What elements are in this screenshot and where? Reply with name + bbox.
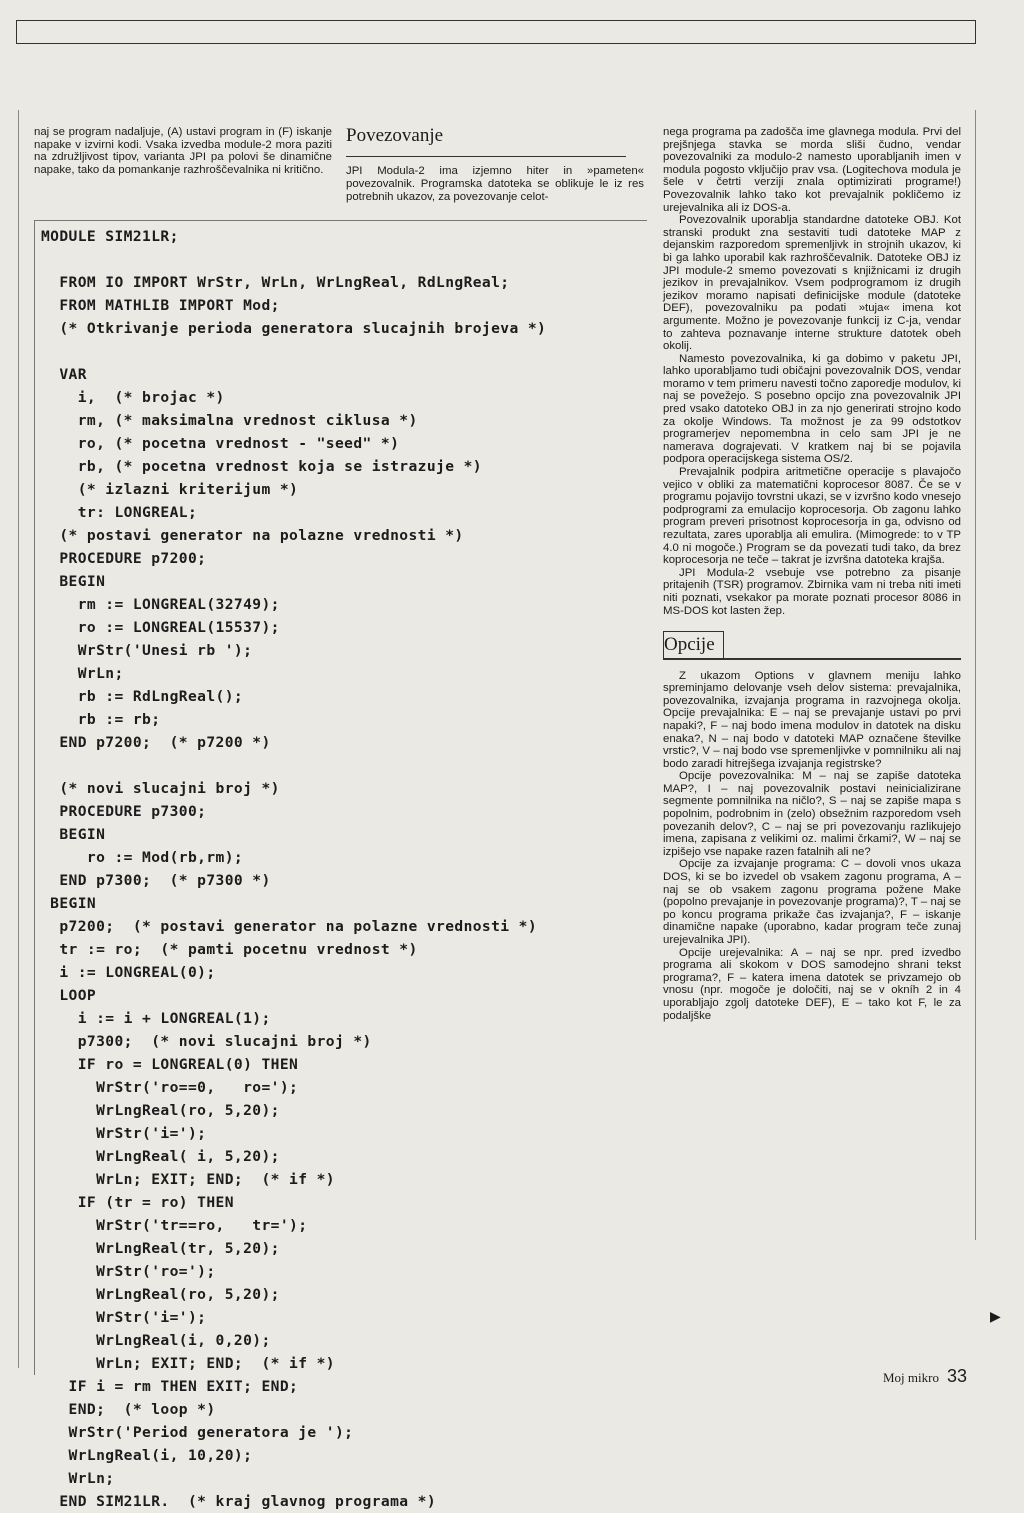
- header-frame: [16, 20, 976, 44]
- code-line: WrStr('i=');: [41, 1309, 207, 1326]
- code-line: WrStr('tr==ro, tr=');: [41, 1217, 308, 1234]
- code-line: END SIM21LR. (* kraj glavnog programa *): [41, 1493, 437, 1510]
- code-line: WrLn; EXIT; END; (* if *): [41, 1171, 335, 1188]
- code-line: WrStr('ro==0, ro=');: [41, 1079, 299, 1096]
- code-line: WrLn; EXIT; END; (* if *): [41, 1355, 335, 1372]
- left-frame-rule: [18, 110, 19, 1368]
- code-line: WrStr('i=');: [41, 1125, 207, 1142]
- code-line: WrLngReal(ro, 5,20);: [41, 1102, 280, 1119]
- code-line: BEGIN: [41, 826, 106, 843]
- code-line: [41, 754, 647, 777]
- code-line: WrLngReal(i, 10,20);: [41, 1447, 253, 1464]
- intro-column: [34, 126, 332, 176]
- code-line: p7300; (* novi slucajni broj *): [41, 1033, 372, 1050]
- code-line: (* novi slucajni broj *): [41, 780, 280, 797]
- code-line: WrStr('ro=');: [41, 1263, 216, 1280]
- code-line: WrLngReal(i, 0,20);: [41, 1332, 271, 1349]
- opcije-paragraph: Opcije povezovalnika: M – naj se zapiše datoteka MAP?, I – naj povezovalnik postavi neinicializirane segmente pomnilnika na ničlo?, S – naj se zapiše mapa s popolnim, podrobnim in (zelo) obsežnim razporedom vseh povezanih delov?, C – naj se pri povezovanju razlikujejo imena, zapisana z velikimi oz. malimi črkami?, W – naj se izpišejo vse napake razen fatalnih ali ne?: [663, 770, 961, 858]
- code-line: rb, (* pocetna vrednost koja se istrazuje *): [41, 458, 482, 475]
- right-paragraph: JPI Modula-2 vsebuje vse potrebno za pisanje pritajenih (TSR) programov. Zbirnika vam ni treba niti imeti niti poznati, vsekakor pa morate poznati procesor 8086 in MS-DOS kot lasten žep.: [663, 566, 961, 617]
- right-paragraph: Namesto povezovalnika, ki ga dobimo v paketu JPI, lahko uporabljamo tudi običajni povezovalnik DOS, vendar moramo v tem primeru navesti točno zaporedje modulov, ki naj se povežejo. S posebno opcijo zna povezovalnik JPI pred vsako datoteko OBJ in za njo generirati strojno kodo za okolje Windows. Ta možnost je za 99 odstotkov programerjev nepomembna in celo sam JPI je ne namerava dograjevati. V kratkem naj bi se pojavila podpora operacijskega sistema OS/2.: [663, 352, 961, 466]
- code-line: i := i + LONGREAL(1);: [41, 1010, 271, 1027]
- code-line: IF (tr = ro) THEN: [41, 1194, 234, 1211]
- right-paragraph: nega programa pa zadošča ime glavnega modula. Prvi del prejšnjega stavka se morda sliši čudno, vendar povezovalniki za modulo-2 namesto uporabljanih imen v modula pogosto vključijo prav vsa. (Logitechova modula je šele v četrti verziji znala optimizirati programe!) Povezovalnik lahko tako kot prevajalnik pokličemo iz urejevalnika ali iz DOS-a.: [663, 126, 961, 214]
- code-line: FROM MATHLIB IMPORT Mod;: [41, 297, 280, 314]
- code-line: WrStr('Unesi rb ');: [41, 642, 253, 659]
- opcije-paragraph: Z ukazom Options v glavnem meniju lahko spreminjamo delovanje vseh delov sistema: prevajalnika, povezovalnika, izvajanja programa in razvojnega okolja. Opcije prevajalnika: E – naj se prevajanje ustavi po prvi napaki?, F – naj bodo imena modulov in datotek na disku enaka?, N – naj bodo v datoteki MAP označene številke vrstic?, V – naj bodo vse spremenljivke v pomnilniku ali naj bodo zaradi hitrejšega izvajanja registrske?: [663, 669, 961, 770]
- opcije-paragraph: Opcije za izvajanje programa: C – dovoli vnos ukaza DOS, ki se bo izvedel ob vsakem zagonu programa, A – naj se ob vsakem zagonu programa požene Make (popolno prevajanje in povezovanje programa)?, T – naj se po koncu programa prikaže čas izvajanja?, F – iskanje dinamične napake (uporabno, kadar program teče zunaj urejevalnika JPI).: [663, 858, 961, 947]
- code-line: rb := RdLngReal();: [41, 688, 244, 705]
- code-line: p7200; (* postavi generator na polazne vrednosti *): [41, 918, 538, 935]
- right-paragraph: Povezovalnik uporablja standardne datoteke OBJ. Kot stranski produkt zna sestaviti tudi datoteke MAP z dejanskim razporedom spremenljivk in strojnih ukazov, ki bi ga lahko uporabil kak razhroščevalnik. Datoteke OBJ iz JPI module-2 smemo povezovati s knjižnicami iz drugih jezikov in prevajalnikov. Vsem podprogramom iz drugih jezikov moramo napisati definicijske module (datoteke DEF), povezovalniku pa podati »tuja« imena kot argumente. Možno je povezovanje funkcij iz C-ja, vendar to zahteva poznavanje interne strukture datotek obeh okolij.: [663, 214, 961, 353]
- code-line: IF ro = LONGREAL(0) THEN: [41, 1056, 299, 1073]
- code-line: i := LONGREAL(0);: [41, 964, 216, 981]
- opcije-paragraph: Opcije urejevalnika: A – naj se npr. pred izvedbo programa ali skokom v DOS samodejno shrani tekst programa?, F – katera imena datotek se privzamejo ob vnosu (npr. mogoče je določiti, naj se v okníh 2 in 4 uporabljajo zgolj datoteke DEF), E – tako kot F, le za podaljške: [663, 946, 961, 1022]
- code-line: BEGIN: [41, 573, 106, 590]
- continue-arrow-icon: ▶: [990, 1308, 1001, 1324]
- code-line: (* izlazni kriterijum *): [41, 481, 299, 498]
- code-line: IF i = rm THEN EXIT; END;: [41, 1378, 299, 1395]
- code-line: VAR: [41, 366, 87, 383]
- code-line: PROCEDURE p7300;: [41, 803, 207, 820]
- code-line: PROCEDURE p7200;: [41, 550, 207, 567]
- code-line: LOOP: [41, 987, 97, 1004]
- code-line: [41, 248, 647, 271]
- page-number: 33: [946, 1366, 968, 1386]
- code-line: WrLn;: [41, 1470, 115, 1487]
- code-line: rm, (* maksimalna vrednost ciklusa *): [41, 412, 418, 429]
- code-line: WrLngReal( i, 5,20);: [41, 1148, 280, 1165]
- opcije-rule: [663, 658, 961, 659]
- code-line: rb := rb;: [41, 711, 161, 728]
- code-line: MODULE SIM21LR;: [41, 228, 179, 245]
- magazine-name: Moj mikro: [883, 1370, 939, 1385]
- code-line: tr: LONGREAL;: [41, 504, 198, 521]
- code-line: i, (* brojac *): [41, 389, 225, 406]
- heading-rule: [346, 156, 626, 157]
- code-line: END p7200; (* p7200 *): [41, 734, 271, 751]
- heading-opcije: Opcije: [663, 631, 724, 658]
- code-line: BEGIN: [41, 895, 97, 912]
- code-line: FROM IO IMPORT WrStr, WrLn, WrLngReal, RdLngReal;: [41, 274, 510, 291]
- code-line: tr := ro; (* pamti pocetnu vrednost *): [41, 941, 418, 958]
- code-line: (* Otkrivanje perioda generatora slucajnih brojeva *): [41, 320, 547, 337]
- code-line: END; (* loop *): [41, 1401, 216, 1418]
- right-frame-rule: [975, 110, 976, 1240]
- code-line: WrLn;: [41, 665, 124, 682]
- right-paragraph: Prevajalnik podpira aritmetične operacije s plavajočo vejico v obliki za matematični koprocesor 8087. Če se v programu pojavijo tovrstni ukazi, se v izvršno kodo vnesejo podprogrami za emulacijo koprocesorja. Ob zagonu lahko program preveri prisotnost koprocesorja in ga, odvisno od rezultata, zares uporablja ali emulira. (Mimogrede: to v TP 4.0 ni mogoče.) Program se da povezati tudi tako, da brez koprocesorja ne teče – takrat je izvršna datoteka krajša.: [663, 466, 961, 567]
- heading-povezovanje: Povezovanje: [346, 125, 444, 146]
- code-listing: [34, 220, 647, 1510]
- code-line: WrLngReal(ro, 5,20);: [41, 1286, 280, 1303]
- page-footer: [883, 1366, 967, 1387]
- code-line: END p7300; (* p7300 *): [41, 872, 271, 889]
- intro-paragraph: naj se program nadaljuje, (A) ustavi program in (F) iskanje napake v izvirni kodi. Vsaka izvedba module-2 mora paziti na združljivost tipov, varianta JPI pa polovi še dinamične napake, tako da pomankanje razhroščevalnika ni kritično.: [34, 126, 332, 176]
- code-line: (* postavi generator na polazne vrednosti *): [41, 527, 464, 544]
- povezovanje-paragraph: JPI Modula-2 ima izjemno hiter in »pameten« povezovalnik. Programska datoteka se oblikuje le iz res potrebnih ukazov, za povezovanje celot-: [346, 165, 644, 203]
- code-line: ro := Mod(rb,rm);: [41, 849, 244, 866]
- code-line: ro, (* pocetna vrednost - "seed" *): [41, 435, 400, 452]
- povezovanje-column: [346, 124, 644, 203]
- code-line: rm := LONGREAL(32749);: [41, 596, 280, 613]
- right-column: [663, 126, 961, 1022]
- code-line: WrLngReal(tr, 5,20);: [41, 1240, 280, 1257]
- code-line: [41, 340, 647, 363]
- code-line: ro := LONGREAL(15537);: [41, 619, 280, 636]
- opcije-section: [663, 631, 961, 1022]
- code-line: WrStr('Period generatora je ');: [41, 1424, 354, 1441]
